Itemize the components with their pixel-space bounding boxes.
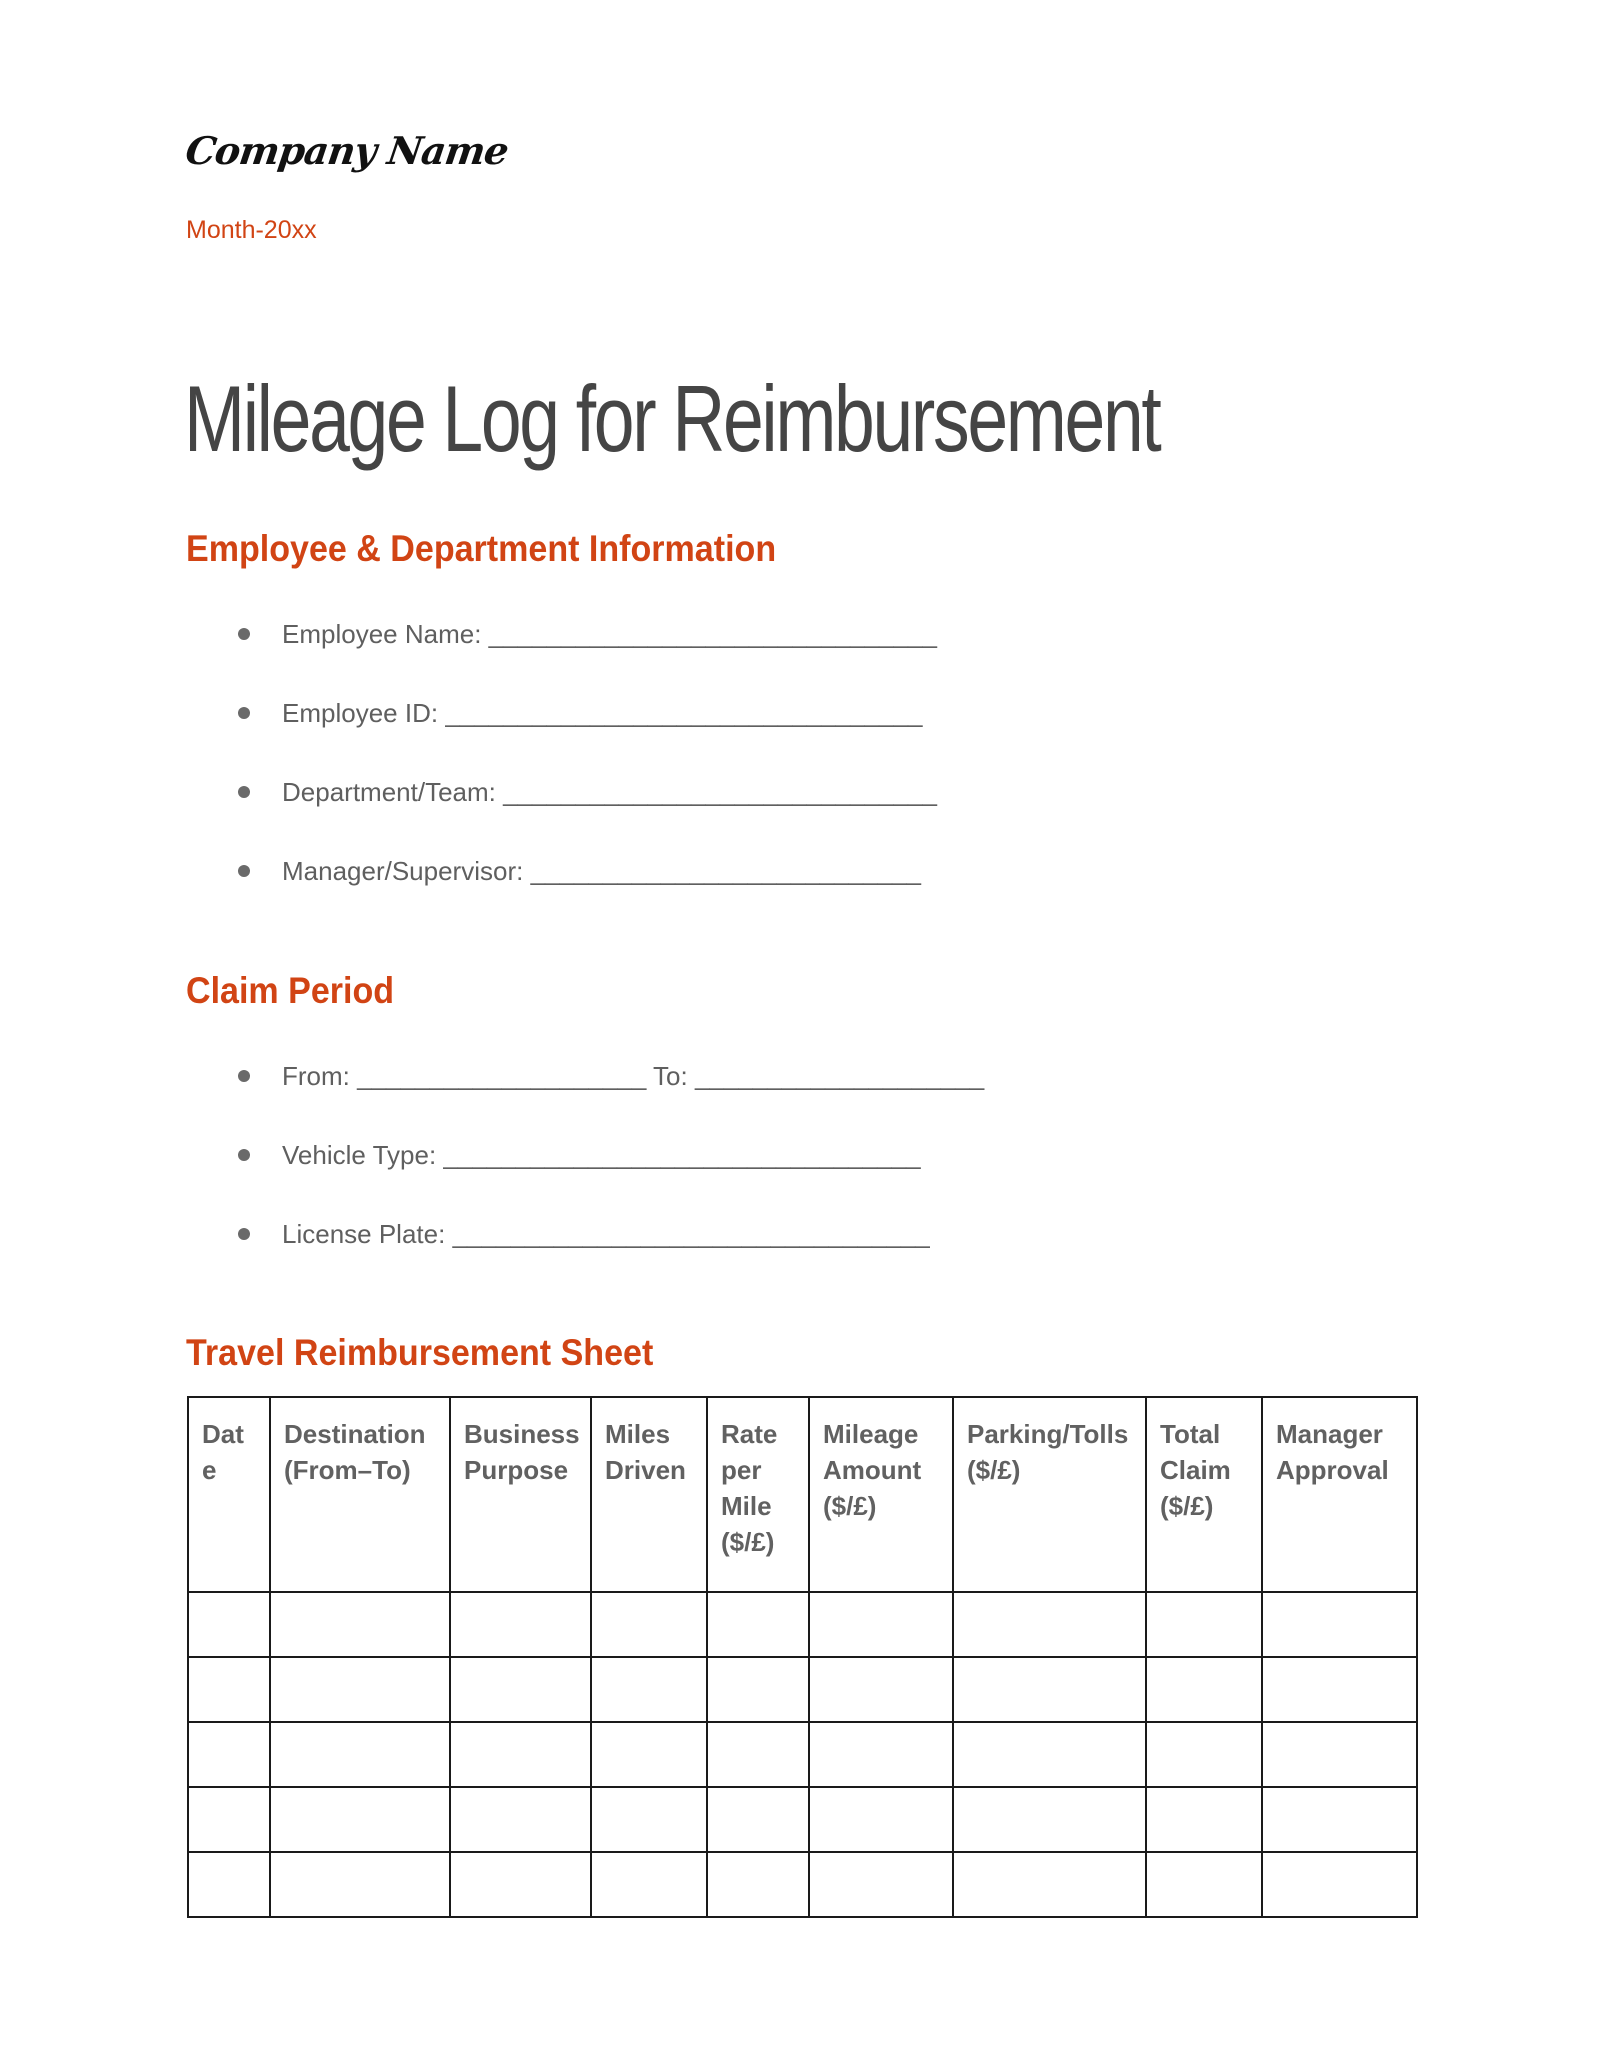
table-cell[interactable] — [450, 1852, 591, 1917]
section-heading-employee: Employee & Department Information — [186, 528, 777, 569]
license-plate-field[interactable]: _________________________________ — [452, 1219, 930, 1249]
column-header-rate-per-mile: Rate per Mile ($/£) — [707, 1397, 809, 1592]
column-header-mileage-amount: Mileage Amount ($/£) — [809, 1397, 953, 1592]
bullet-icon — [238, 1228, 250, 1240]
table-cell[interactable] — [1146, 1722, 1262, 1787]
section-heading-reimbursement-sheet: Travel Reimbursement Sheet — [186, 1332, 654, 1373]
table-cell[interactable] — [591, 1852, 707, 1917]
field-label: Employee Name: — [282, 619, 482, 649]
employee-name-field[interactable]: _______________________________ — [488, 619, 937, 649]
table-cell[interactable] — [591, 1787, 707, 1852]
table-cell[interactable] — [1262, 1722, 1417, 1787]
field-label: Department/Team: — [282, 777, 496, 807]
table-cell[interactable] — [953, 1657, 1146, 1722]
table-cell[interactable] — [1146, 1787, 1262, 1852]
table-cell[interactable] — [188, 1787, 270, 1852]
table-cell[interactable] — [953, 1787, 1146, 1852]
table-cell[interactable] — [809, 1657, 953, 1722]
bullet-icon — [238, 786, 250, 798]
table-header-row — [188, 1397, 1417, 1592]
table-cell[interactable] — [270, 1592, 450, 1657]
table-cell[interactable] — [707, 1657, 809, 1722]
table-row — [188, 1722, 1417, 1787]
table-cell[interactable] — [1146, 1852, 1262, 1917]
manager-field[interactable]: ___________________________ — [530, 856, 921, 886]
table-cell[interactable] — [270, 1722, 450, 1787]
table-cell[interactable] — [188, 1657, 270, 1722]
table-cell[interactable] — [450, 1592, 591, 1657]
table-cell[interactable] — [1262, 1852, 1417, 1917]
table-cell[interactable] — [707, 1722, 809, 1787]
field-label: License Plate: — [282, 1219, 446, 1249]
table-cell[interactable] — [809, 1722, 953, 1787]
table-cell[interactable] — [1146, 1657, 1262, 1722]
bullet-icon — [238, 1149, 250, 1161]
bullet-icon — [238, 707, 250, 719]
table-cell[interactable] — [809, 1787, 953, 1852]
bullet-icon — [238, 1070, 250, 1082]
reimbursement-table — [187, 1396, 1418, 1918]
department-field[interactable]: ______________________________ — [503, 777, 937, 807]
table-cell[interactable] — [270, 1852, 450, 1917]
table-cell[interactable] — [1262, 1592, 1417, 1657]
table-cell[interactable] — [450, 1722, 591, 1787]
table-cell[interactable] — [450, 1787, 591, 1852]
field-label: Vehicle Type: — [282, 1140, 437, 1170]
table-row — [188, 1852, 1417, 1917]
table-cell[interactable] — [809, 1852, 953, 1917]
table-cell[interactable] — [953, 1722, 1146, 1787]
table-cell[interactable] — [591, 1592, 707, 1657]
column-header-business-purpose: Business Purpose — [450, 1397, 591, 1592]
column-header-manager-approval: Manager Approval — [1262, 1397, 1417, 1592]
document-title: Mileage Log for Reimbursement — [184, 366, 1160, 471]
table-cell[interactable] — [270, 1787, 450, 1852]
table-cell[interactable] — [707, 1787, 809, 1852]
table-cell[interactable] — [450, 1657, 591, 1722]
bullet-icon — [238, 628, 250, 640]
table-cell[interactable] — [953, 1592, 1146, 1657]
column-header-miles-driven: Miles Driven — [591, 1397, 707, 1592]
table-cell[interactable] — [591, 1722, 707, 1787]
bullet-icon — [238, 865, 250, 877]
field-label: Manager/Supervisor: — [282, 856, 524, 886]
from-to-field[interactable]: From: ____________________ To: ____________________ — [282, 1061, 985, 1091]
employee-id-field[interactable]: _________________________________ — [445, 698, 923, 728]
company-name: Company Name — [182, 128, 511, 173]
table-cell[interactable] — [707, 1592, 809, 1657]
column-header-destination: Destination (From–To) — [270, 1397, 450, 1592]
table-row — [188, 1787, 1417, 1852]
table-cell[interactable] — [270, 1657, 450, 1722]
vehicle-type-field[interactable]: _________________________________ — [443, 1140, 921, 1170]
field-label: Employee ID: — [282, 698, 439, 728]
table-cell[interactable] — [188, 1592, 270, 1657]
table-cell[interactable] — [809, 1592, 953, 1657]
table-cell[interactable] — [1262, 1787, 1417, 1852]
table-cell[interactable] — [188, 1722, 270, 1787]
column-header-date: Date — [188, 1397, 270, 1592]
document-date: Month-20xx — [186, 216, 317, 244]
column-header-parking-tolls: Parking/Tolls ($/£) — [953, 1397, 1146, 1592]
table-cell[interactable] — [1146, 1592, 1262, 1657]
column-header-total-claim: Total Claim ($/£) — [1146, 1397, 1262, 1592]
table-cell[interactable] — [591, 1657, 707, 1722]
table-cell[interactable] — [188, 1852, 270, 1917]
table-cell[interactable] — [707, 1852, 809, 1917]
table-row — [188, 1592, 1417, 1657]
table-cell[interactable] — [1262, 1657, 1417, 1722]
table-cell[interactable] — [953, 1852, 1146, 1917]
section-heading-claim-period: Claim Period — [186, 970, 395, 1011]
table-row — [188, 1657, 1417, 1722]
